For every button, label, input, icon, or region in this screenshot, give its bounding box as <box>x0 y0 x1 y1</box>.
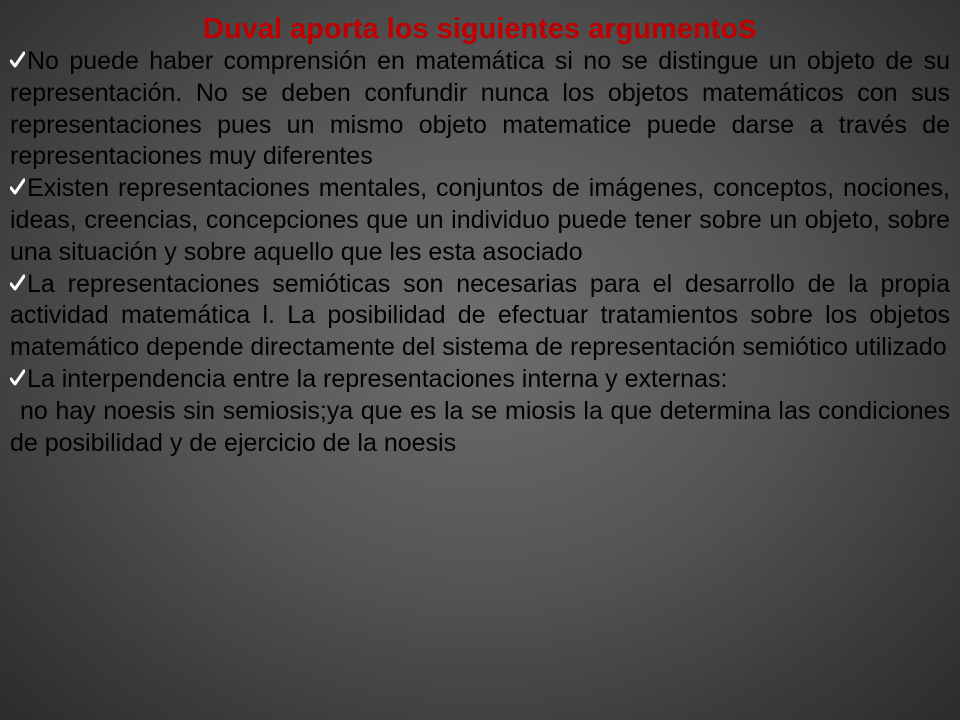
bullet-item <box>10 269 950 364</box>
slide-title-last-letter: s <box>738 8 757 46</box>
bullet-item <box>10 46 950 173</box>
bullet-text: La representaciones semióticas son necesarias para el desarrollo de la propia actividad matemática l. La posibilidad de efectuar tratamientos sobre los objetos matemático depende directamente del sistema de representación semiótico utilizado <box>10 269 950 362</box>
check-icon <box>10 367 25 389</box>
bullet-item <box>10 364 950 396</box>
slide-title-main: Duval aporta los siguientes argumento <box>203 13 739 45</box>
slide-body <box>10 46 950 459</box>
check-icon <box>10 272 25 294</box>
bullet-item <box>10 173 950 268</box>
check-icon <box>10 49 25 71</box>
check-icon <box>10 176 25 198</box>
bullet-text: La interpendencia entre la representaciones interna y externas: <box>27 364 728 393</box>
bullet-text: Existen representaciones mentales, conjuntos de imágenes, conceptos, nociones, ideas, creencias, concepciones que un individuo puede tener sobre un objeto, sobre una situación y sobre aquello que les esta asociado <box>10 174 950 266</box>
continuation-paragraph: no hay noesis sin semiosis;ya que es la se miosis la que determina las condiciones de posibilidad y de ejercicio de la noesis <box>10 396 950 457</box>
slide-title <box>10 10 950 46</box>
bullet-text: No puede haber comprensión en matemática si no se distingue un objeto de su representación. No se deben confundir nunca los objetos matemáticos con sus representaciones pues un mismo objeto matematice puede darse a través de representaciones muy diferentes <box>10 47 950 171</box>
